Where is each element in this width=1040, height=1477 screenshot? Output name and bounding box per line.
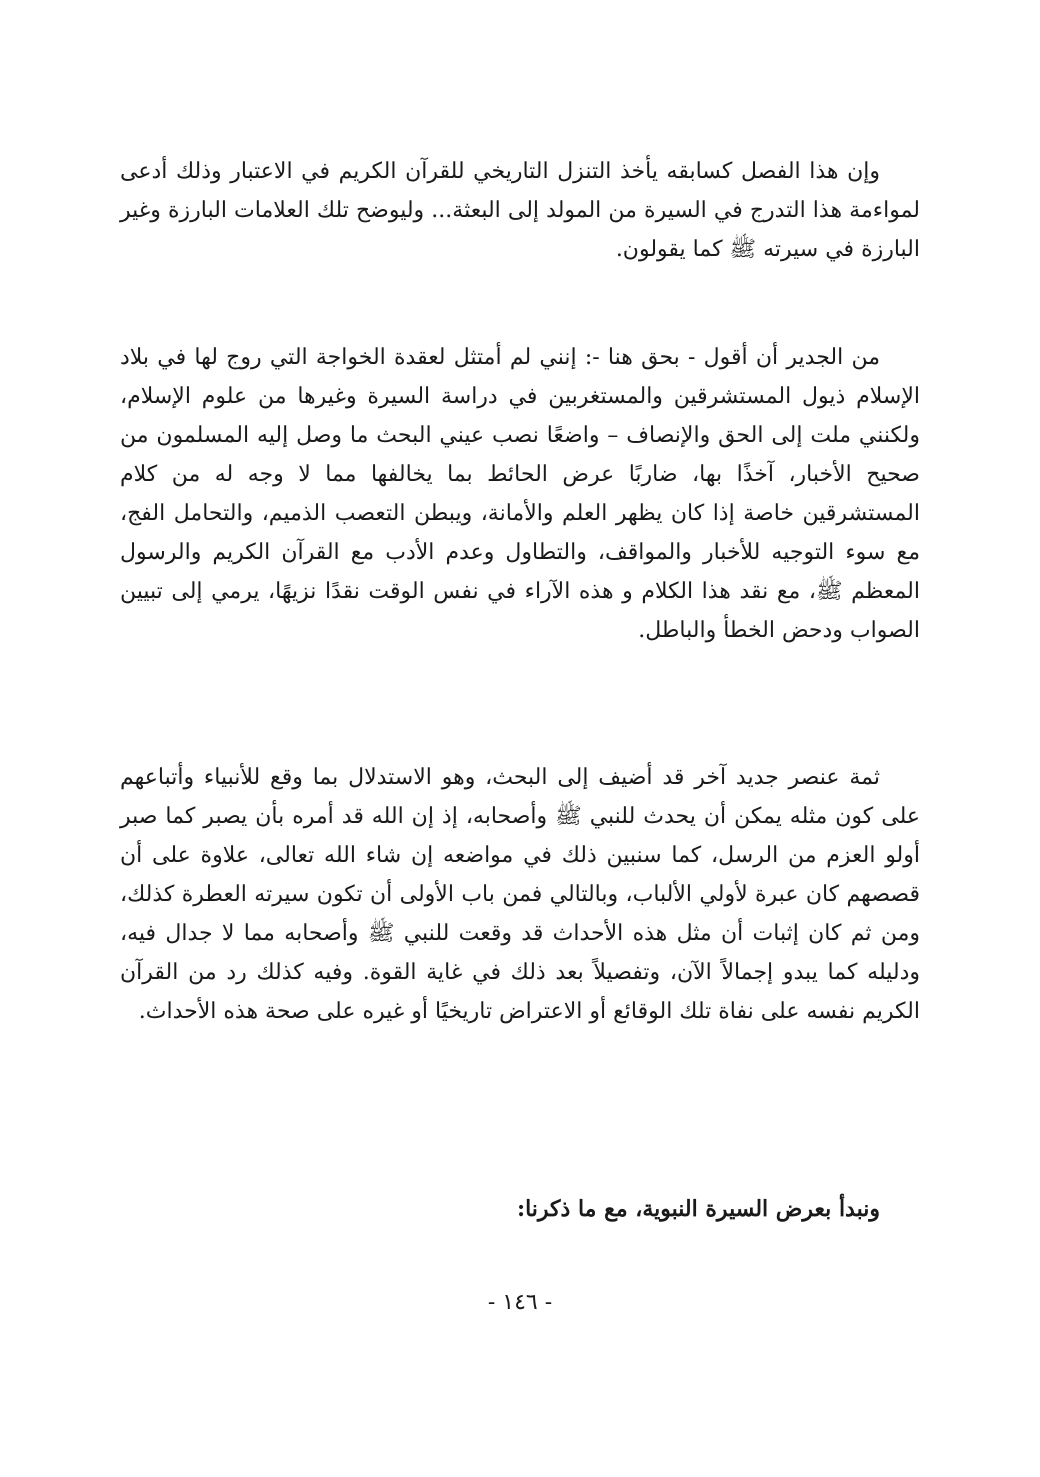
paragraph-block-3 [120, 758, 920, 1031]
closing-heading: ونبدأ بعرض السيرة النبوية، مع ما ذكرنا: [516, 1196, 880, 1222]
paragraph: ثمة عنصر جديد آخر قد أضيف إلى البحث، وهو الاستدلال بما وقع للأنبياء وأتباعهم على كون مثله يمكن أن يحدث للنبي ﷺ وأصحابه، إذ إن الله قد أمره بأن يصبر كما صبر أولو العزم من الرسل، كما سنبين ذلك في مواضعه إن شاء الله تعالى، علاوة على أن قصصهم كان عبرة لأولي الألباب، وبالتالي فمن باب الأولى أن تكون سيرته العطرة كذلك، ومن ثم كان إثبات أن مثل هذه الأحداث قد وقعت للنبي ﷺ وأصحابه مما لا جدال فيه، ودليله كما يبدو إجمالاً الآن، وتفصيلاً بعد ذلك في غاية القوة. وفيه كذلك رد من القرآن الكريم نفسه على نفاة تلك الوقائع أو الاعتراض تاريخيًا أو غيره على صحة هذه الأحداث. [120, 765, 920, 1024]
paragraph-block-1 [120, 152, 920, 269]
paragraph: وإن هذا الفصل كسابقه يأخذ التنزل التاريخي للقرآن الكريم في الاعتبار وذلك أدعى لمواءمة هذا التدرج في السيرة من المولد إلى البعثة... وليوضح تلك العلامات البارزة وغير البارزة في سيرته ﷺ كما يقولون. [120, 159, 920, 262]
paragraph: من الجدير أن أقول - بحق هنا -: إنني لم أمتثل لعقدة الخواجة التي روج لها في بلاد الإسلام ذيول المستشرقين والمستغربين في دراسة السيرة وغيرها من علوم الإسلام، ولكنني ملت إلى الحق والإنصاف – واضعًا نصب عيني البحث ما وصل إليه المسلمون من صحيح الأخبار، آخذًا بها، ضاربًا عرض الحائط بما يخالفها مما لا وجه له من كلام المستشرقين خاصة إذا كان يظهر العلم والأمانة، ويبطن التعصب الذميم، والتحامل الفج، مع سوء التوجيه للأخبار والمواقف، والتطاول وعدم الأدب مع القرآن الكريم والرسول المعظم ﷺ، مع نقد هذا الكلام و هذه الآراء في نفس الوقت نقدًا نزيهًا، يرمي إلى تبيين الصواب ودحض الخطأ والباطل. [120, 345, 920, 643]
page-number: - ١٤٦ - [487, 1290, 553, 1315]
paragraph-block-2 [120, 338, 920, 650]
closing-heading-block [120, 1190, 920, 1229]
